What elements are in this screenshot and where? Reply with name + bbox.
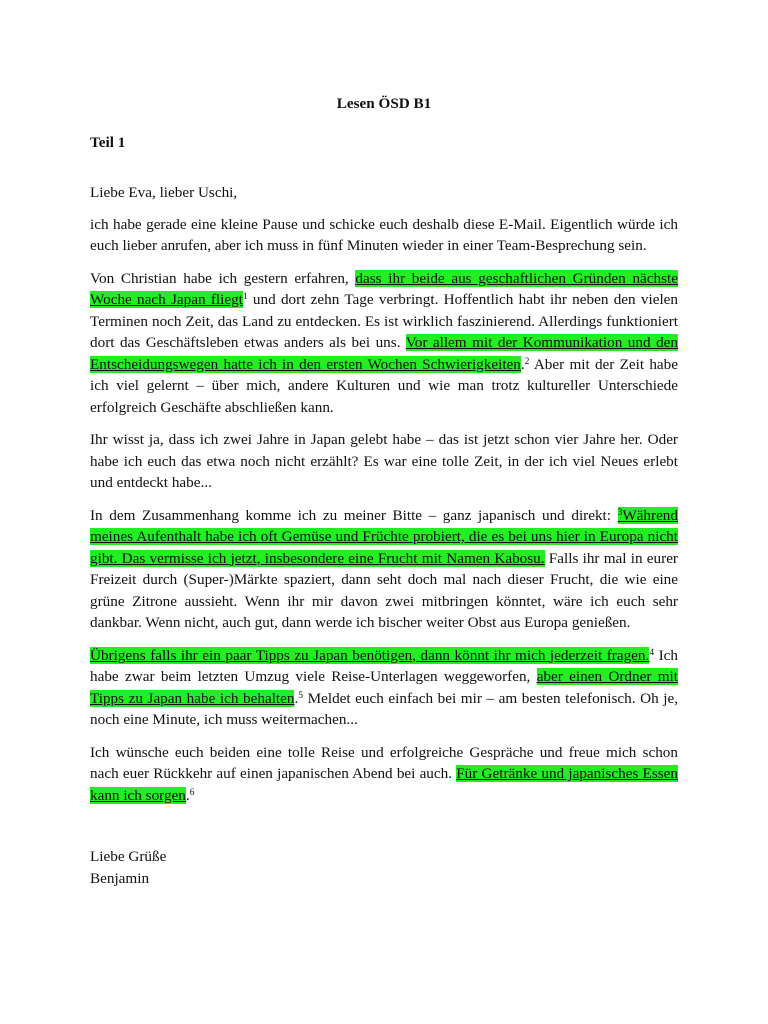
text-segment: Aber mit der Zeit habe ich viel gelernt – über mich, andere Kulturen und wie man trotz kultureller Unterschiede erfolgreich Geschäfte abschließen kann. bbox=[90, 355, 678, 416]
paragraph-1: ich habe gerade eine kleine Pause und schicke euch deshalb diese E-Mail. Eigentlich würde ich euch lieber anrufen, aber ich muss in fünf Minuten wieder in einer Team-Besprechung sein. bbox=[90, 215, 678, 254]
text-segment: Meldet euch einfach bei mir – am besten telefonisch. Oh je, noch eine Minute, ich muss weitermachen... bbox=[90, 689, 678, 728]
section-heading: Teil 1 bbox=[90, 133, 126, 151]
highlighted-answer-1: dass ihr beide aus geschaftlichen Gründen nächste Woche nach Japan fliegt bbox=[90, 269, 678, 308]
document-content bbox=[90, 93, 678, 889]
paragraph-5 bbox=[90, 645, 678, 731]
text-segment: Ich habe zwar beim letzten Umzug viele Reise-Unterlagen weggeworfen, bbox=[90, 646, 678, 685]
letter-signoff bbox=[90, 846, 678, 889]
highlight-text: Während meines Aufenthalt habe ich oft Gemüse und Früchte probiert, die es bei uns hier in Europa nicht gibt. Das vermisse ich jetzt, insbesondere eine Frucht mit Namen Kabosu. bbox=[90, 506, 678, 567]
highlighted-answer-4: Übrigens falls ihr ein paar Tipps zu Japan benötigen, dann könnt ihr mich jederzeit fragen. bbox=[90, 646, 650, 664]
text-segment: Ich wünsche euch beiden eine tolle Reise und erfolgreiche Gespräche und freue mich schon nach euer Rückkehr auf einen japanischen Abend bei auch. bbox=[90, 743, 678, 782]
text-segment: Falls ihr mal in eurer Freizeit durch (Super-)Märkte spaziert, dann seht doch mal nach dieser Frucht, die wie eine grüne Zitrone aussieht. Wenn ihr mir davon zwei mitbringen könntet, wäre ich euch sehr dankbar. Wenn nicht, auch gut, dann werde ich bischer weiter Obst aus Europa genießen. bbox=[90, 549, 678, 631]
closing-line: Liebe Grüße bbox=[90, 848, 167, 865]
text-segment: . bbox=[520, 355, 525, 373]
paragraph-4 bbox=[90, 505, 678, 634]
document-title: Lesen ÖSD B1 bbox=[336, 95, 432, 112]
paragraph-3: Ihr wisst ja, dass ich zwei Jahre in Japan gelebt habe – das ist jetzt schon vier Jahre her. Oder habe ich euch das etwa noch nicht erzählt? Es war eine tolle Zeit, in der ich viel Neues erlebt und entdeckt habe... bbox=[90, 431, 678, 491]
signature-name: Benjamin bbox=[90, 869, 150, 887]
footnote-marker-5: 5 bbox=[298, 690, 304, 701]
text-segment: . bbox=[185, 786, 190, 804]
footnote-marker-2: 2 bbox=[524, 356, 530, 367]
footnote-marker-3: 3 bbox=[617, 507, 623, 518]
footnote-marker-1: 1 bbox=[242, 292, 248, 302]
text-segment: und dort zehn Tage verbringt. Hoffentlich habt ihr neben den vielen Terminen noch Zeit, das Land zu entdecken. Es ist wirklich faszinierend. Allerdings funktioniert dort das Geschäftsleben etwas anders als bei uns. bbox=[90, 291, 678, 351]
text-segment: Von Christian habe ich gestern erfahren, bbox=[90, 269, 356, 287]
paragraph-2 bbox=[90, 268, 678, 419]
text-segment: . bbox=[294, 689, 299, 707]
footnote-marker-6: 6 bbox=[189, 787, 195, 798]
highlighted-answer-2: Vor allem mit der Kommunikation und den Entscheidungswegen hatte ich in den ersten Wochen Schwierigkeiten bbox=[90, 334, 678, 373]
highlighted-answer-5: aber einen Ordner mit Tipps zu Japan habe ich behalten bbox=[90, 668, 678, 707]
letter-greeting: Liebe Eva, lieber Uschi, bbox=[90, 184, 238, 201]
footnote-marker-4: 4 bbox=[649, 647, 655, 658]
text-segment: In dem Zusammenhang komme ich zu meiner Bitte – ganz japanisch und direkt: bbox=[90, 506, 618, 524]
paragraph-6 bbox=[90, 742, 678, 807]
highlighted-answer-6: Für Getränke und japanisches Essen kann ich sorgen bbox=[90, 765, 678, 804]
